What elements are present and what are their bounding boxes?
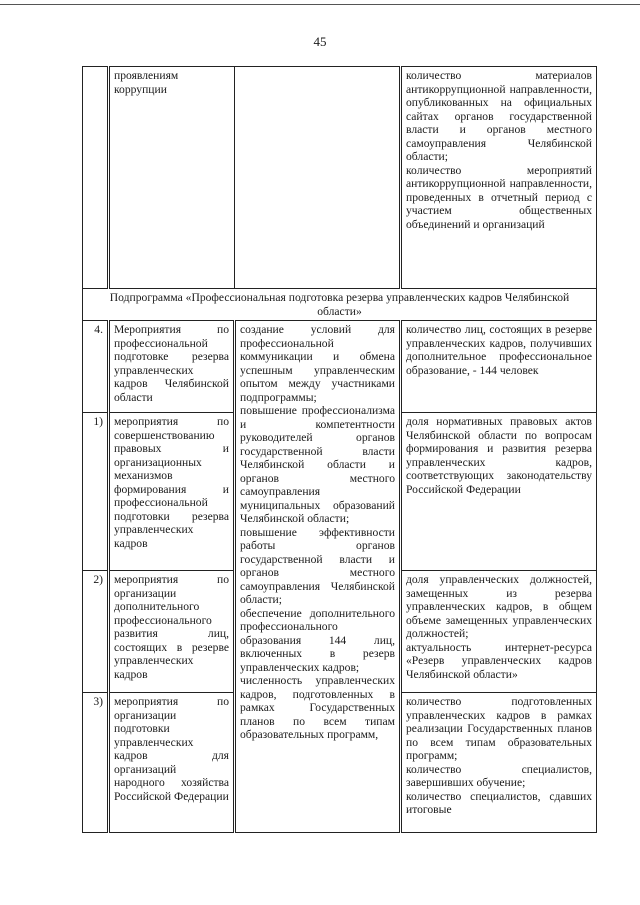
row-number [83, 67, 109, 289]
row-number: 3) [83, 693, 109, 833]
subprogram-row [83, 289, 597, 321]
table-row [83, 67, 597, 289]
row-tasks: создание условий для профессиональной коммуникации и обмена успешным управленческим опытом между участниками подпрограммы; повышение профессионализма и компетентности руководителей органов государственной власти Челябинской области и органов местного самоуправления муниципальных образований Челябинской области; повышение эффективности работы органов государственной власти и органов местного самоуправления Челябинской области; обеспечение дополнительного профессионального образования 144 лиц, включенных в резерв управленческих кадров; численность управленческих кадров, подготовленных в рамках Государственных планов по всем типам образовательных программ, [240, 323, 395, 741]
row-name: Мероприятия по профессиональной подготовке резерва управленческих кадров Челябинской области [114, 323, 229, 404]
row-indicators: доля управленческих должностей, замещенных из резерва управленческих кадров, в общем объеме замещенных управленческих должностей; актуальность интернет-ресурса «Резерв управленческих кадров Челябинской области» [406, 573, 592, 681]
row-indicators: количество материалов антикоррупционной направленности, опубликованных на официальных сайтах органов государственной власти и органов местного самоуправления Челябинской области; количество мероприятий антикоррупционной направленности, проведенных в отчетный период с участием общественных объединений и организаций [406, 69, 592, 231]
top-rule [0, 4, 640, 5]
row-number: 1) [83, 413, 109, 571]
row-name: мероприятия по организации подготовки управленческих кадров для организаций народного хозяйства Российской Федерации [114, 695, 229, 803]
page-number: 45 [313, 34, 327, 49]
table-row [83, 321, 597, 413]
row-number: 2) [83, 571, 109, 693]
program-table [82, 66, 597, 833]
row-name: проявлениям коррупции [114, 69, 179, 96]
row-indicators: количество подготовленных управленческих кадров в рамках реализации Государственных планов по всем типам образовательных программ; количество специалистов, завершивших обучение; количество специалистов, сдавших итоговые [406, 695, 592, 816]
row-name: мероприятия по совершенствованию правовых и организационных механизмов формирования и профессиональной подготовки резерва управленческих кадров [114, 415, 229, 550]
row-tasks [235, 67, 401, 289]
row-name: мероприятия по организации дополнительного профессионального развития лиц, состоящих в резерве управленческих кадров [114, 573, 229, 681]
row-indicators: доля нормативных правовых актов Челябинской области по вопросам формирования и развития резерва управленческих кадров, соответствующих законодательству Российской Федерации [406, 415, 592, 496]
row-indicators: количество лиц, состоящих в резерве управленческих кадров, получивших дополнительное профессиональное образование, - 144 человек [406, 323, 592, 377]
row-number: 4. [83, 321, 109, 413]
subprogram-title: Подпрограмма «Профессиональная подготовка резерва управленческих кадров Челябинской области» [83, 289, 597, 321]
